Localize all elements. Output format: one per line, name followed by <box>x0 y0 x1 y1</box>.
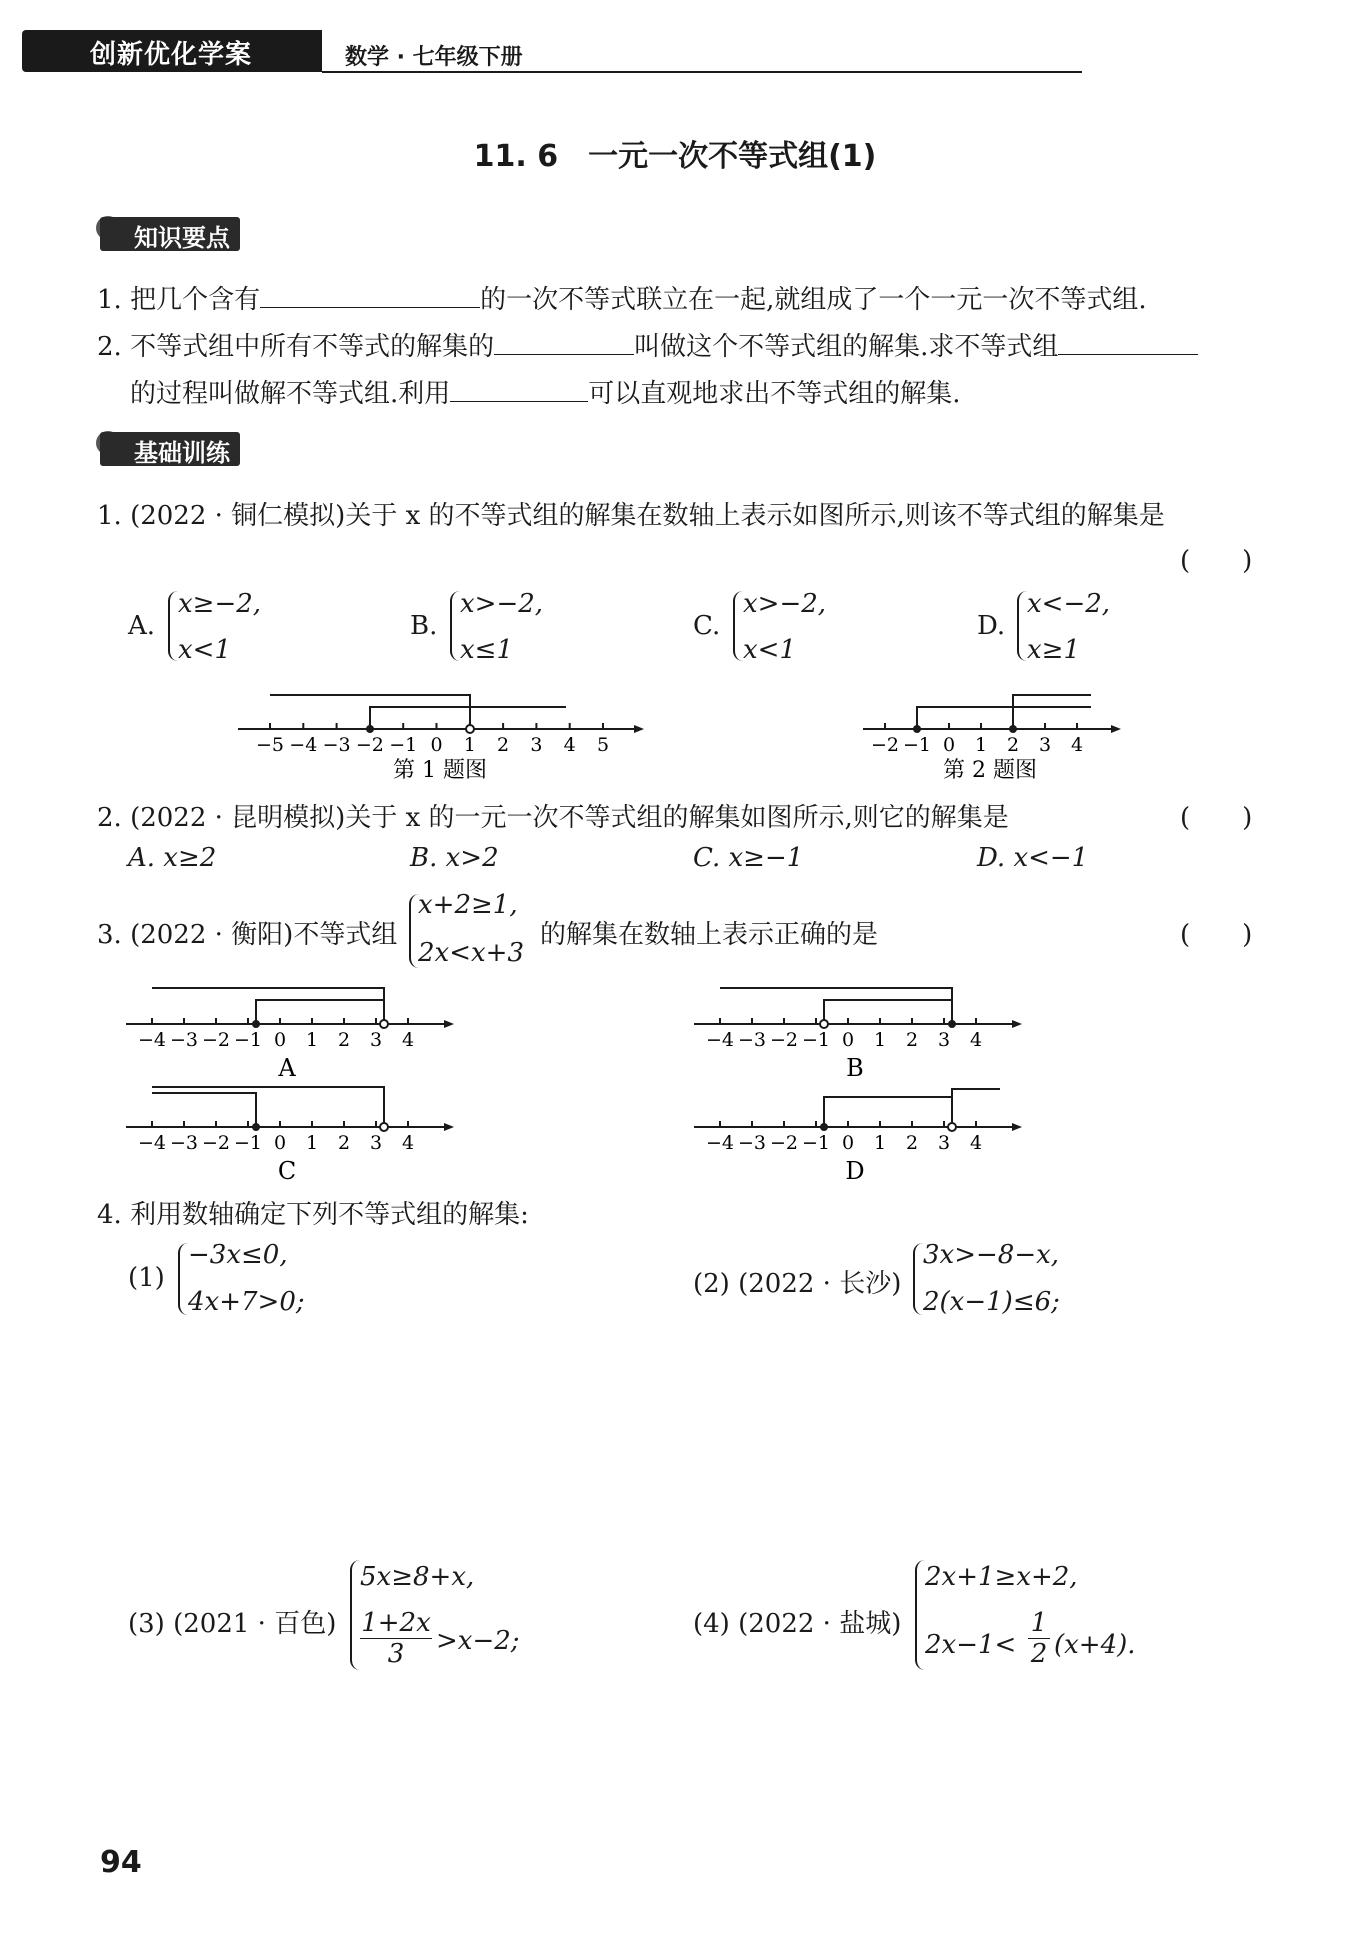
knowledge-item-1-b: 的一次不等式联立在一起,就组成了一个一元一次不等式组. <box>480 285 1147 315</box>
section-label-training: 基础训练 <box>100 432 240 466</box>
open-dot <box>466 725 474 733</box>
q3-ineq-2: 2x<x+3 <box>418 938 524 968</box>
tick-label: 2 <box>337 1029 351 1051</box>
solution-bracket-upper <box>152 1093 256 1127</box>
q4-part-1-line-1: −3x≤0, <box>188 1240 288 1270</box>
knowledge-item-2-a: 2. 不等式组中所有不等式的解集的 <box>97 332 495 362</box>
solid-dot <box>252 1123 260 1131</box>
tick-label: 1 <box>305 1132 319 1154</box>
tick-label: −1 <box>233 1029 263 1051</box>
tick-label: −5 <box>255 734 285 756</box>
solid-dot <box>913 725 921 733</box>
option-line-1: x>−2, <box>460 589 544 619</box>
q1-stem: 1. (2022 · 铜仁模拟)关于 x 的不等式组的解集在数轴上表示如图所示,则该不等式组的解集是 <box>97 501 1165 531</box>
tick-label: −2 <box>201 1132 231 1154</box>
blank-3[interactable] <box>1058 331 1198 355</box>
brace <box>450 591 460 661</box>
fraction-denominator: 3 <box>387 1639 405 1669</box>
solution-bracket-lower <box>824 1097 952 1127</box>
tick-label: −3 <box>169 1029 199 1051</box>
tick-label: 0 <box>430 734 443 756</box>
header-subject: 数学 · 七年级下册 <box>345 45 523 70</box>
knowledge-item-1 <box>97 279 1147 316</box>
tick-label: 3 <box>1038 734 1052 756</box>
header-brand: 创新优化学案 <box>90 40 253 70</box>
header-rule <box>322 71 1082 73</box>
tick-label: −3 <box>737 1132 767 1154</box>
tick-label: −1 <box>233 1132 263 1154</box>
tick-label: −4 <box>705 1029 735 1051</box>
knowledge-item-2-c: 的过程叫做解不等式组.利用 <box>130 379 451 409</box>
solution-bracket-lower <box>917 707 1091 729</box>
option-label: A. <box>128 611 156 641</box>
open-dot <box>948 1123 956 1131</box>
tick-label: 1 <box>305 1029 319 1051</box>
option-line-2: x<1 <box>178 635 231 665</box>
tick-label: 2 <box>905 1132 919 1154</box>
solid-dot <box>252 1020 260 1028</box>
option-label: D. <box>977 611 1006 641</box>
tick-label: −1 <box>801 1132 831 1154</box>
option-label: C <box>277 1157 297 1183</box>
tick-label: −4 <box>137 1029 167 1051</box>
tick-label: 2 <box>337 1132 351 1154</box>
knowledge-item-2-d: 可以直观地求出不等式组的解集. <box>588 379 961 409</box>
brace <box>733 591 743 661</box>
q2-option-c[interactable]: C. x≥−1 <box>693 843 804 873</box>
option-line-2: x<1 <box>743 635 796 665</box>
q4-part-2-line-2: 2(x−1)≤6; <box>923 1287 1060 1317</box>
tick-label: 1 <box>463 734 476 756</box>
axis-arrow <box>634 725 644 733</box>
q3-option-c-number-line[interactable] <box>122 1083 462 1183</box>
figure-2-caption: 第 2 题图 <box>943 758 1037 783</box>
blank-2[interactable] <box>494 331 634 355</box>
tick-label: −4 <box>289 734 318 756</box>
brace <box>1017 591 1027 661</box>
tick-label: −3 <box>737 1029 767 1051</box>
tick-label: −3 <box>322 734 351 756</box>
solid-dot <box>366 725 374 733</box>
tick-label: 2 <box>497 734 510 756</box>
q4-part-3-line-1: 5x≥8+x, <box>360 1562 475 1592</box>
knowledge-item-2 <box>97 326 1198 363</box>
q2-stem: 2. (2022 · 昆明模拟)关于 x 的一元一次不等式组的解集如图所示,则它的解集是 <box>97 803 1009 833</box>
open-dot <box>380 1020 388 1028</box>
tick-label: 5 <box>596 734 610 756</box>
tick-label: −4 <box>705 1132 735 1154</box>
tick-label: −1 <box>389 734 418 756</box>
q4-part-4-line-2-a: 2x−1< <box>925 1630 1017 1660</box>
axis-arrow <box>1012 1123 1022 1131</box>
q3-option-b-number-line[interactable] <box>690 980 1030 1080</box>
q4-part-2-label: (2) (2022 · 长沙) <box>693 1269 902 1299</box>
tick-label: −1 <box>902 734 932 756</box>
tick-label: 4 <box>969 1132 983 1154</box>
option-label: D <box>845 1157 865 1183</box>
fraction-denominator: 2 <box>1030 1639 1048 1669</box>
q4-part-4-line-1: 2x+1≥x+2, <box>925 1562 1078 1592</box>
axis-arrow <box>1111 725 1121 733</box>
q4-part-4-fraction <box>1028 1608 1050 1669</box>
brace <box>915 1560 925 1670</box>
figure-2-number-line <box>855 685 1125 785</box>
q4-stem: 4. 利用数轴确定下列不等式组的解集: <box>97 1200 529 1230</box>
axis-arrow <box>444 1020 454 1028</box>
option-label: B <box>846 1054 864 1080</box>
brace <box>168 591 178 661</box>
knowledge-item-1-a: 1. 把几个含有 <box>97 285 261 315</box>
q4-part-1-line-2: 4x+7>0; <box>188 1287 305 1317</box>
solid-dot <box>948 1020 956 1028</box>
tick-label: 1 <box>974 734 988 756</box>
knowledge-item-2-cont <box>130 373 961 410</box>
tick-label: −3 <box>169 1132 199 1154</box>
option-line-1: x<−2, <box>1027 589 1111 619</box>
solution-bracket-upper <box>152 988 384 1024</box>
q2-answer-paren[interactable]: ( ) <box>1180 803 1253 833</box>
tick-label: −2 <box>870 734 900 756</box>
solution-bracket-lower <box>256 1000 384 1024</box>
tick-label: −2 <box>769 1132 799 1154</box>
q3-answer-paren[interactable]: ( ) <box>1180 920 1253 950</box>
q4-part-4-line-2-b: (x+4). <box>1054 1630 1136 1660</box>
fraction-numerator: 1 <box>1028 1608 1050 1639</box>
page-title: 11. 6 一元一次不等式组(1) <box>473 139 877 174</box>
option-label: B. <box>410 611 438 641</box>
tick-label: 0 <box>942 734 956 756</box>
q2-option-a[interactable]: A. x≥2 <box>128 843 217 873</box>
q1-answer-paren[interactable]: ( ) <box>1180 546 1253 576</box>
q4-part-3-label: (3) (2021 · 百色) <box>128 1609 337 1639</box>
brace <box>350 1560 360 1670</box>
solid-dot <box>1009 725 1017 733</box>
option-line-1: x≥−2, <box>178 589 262 619</box>
option-line-2: x≤1 <box>460 635 513 665</box>
option-line-2: x≥1 <box>1027 635 1080 665</box>
solution-bracket-upper <box>1013 695 1091 729</box>
figure-1-caption: 第 1 题图 <box>393 758 487 783</box>
section-label-knowledge: 知识要点 <box>100 217 240 251</box>
solid-dot <box>820 1123 828 1131</box>
tick-label: 1 <box>873 1132 887 1154</box>
tick-label: 0 <box>841 1132 855 1154</box>
tick-label: 4 <box>401 1029 415 1051</box>
tick-label: −2 <box>201 1029 231 1051</box>
axis-arrow <box>444 1123 454 1131</box>
q3-ineq-1: x+2≥1, <box>418 890 518 920</box>
tick-label: 4 <box>401 1132 415 1154</box>
tick-label: 1 <box>873 1029 887 1051</box>
knowledge-item-2-b: 叫做这个不等式组的解集.求不等式组 <box>634 332 1059 362</box>
tick-label: 3 <box>530 734 543 756</box>
q4-part-2-line-1: 3x>−8−x, <box>923 1240 1060 1270</box>
option-line-1: x>−2, <box>743 589 827 619</box>
tick-label: 3 <box>937 1029 951 1051</box>
tick-label: 0 <box>273 1132 287 1154</box>
tick-label: 4 <box>969 1029 983 1051</box>
tick-label: −2 <box>355 734 384 756</box>
figure-1-number-line <box>230 685 650 785</box>
tick-label: −2 <box>769 1029 799 1051</box>
open-dot <box>380 1123 388 1131</box>
q2-option-b[interactable]: B. x>2 <box>410 843 499 873</box>
q4-part-4-label: (4) (2022 · 盐城) <box>693 1609 902 1639</box>
tick-label: 3 <box>369 1029 383 1051</box>
tick-label: 0 <box>841 1029 855 1051</box>
open-dot <box>820 1020 828 1028</box>
tick-label: 3 <box>369 1132 383 1154</box>
tick-label: −4 <box>137 1132 167 1154</box>
tick-label: 2 <box>1006 734 1020 756</box>
q3-stem-a: 3. (2022 · 衡阳)不等式组 <box>97 920 398 950</box>
brace <box>178 1243 188 1315</box>
axis-arrow <box>1012 1020 1022 1028</box>
option-label: C. <box>693 611 721 641</box>
blank-1[interactable] <box>260 284 480 308</box>
tick-label: 4 <box>563 734 576 756</box>
blank-4[interactable] <box>450 378 588 402</box>
q3-stem-b: 的解集在数轴上表示正确的是 <box>540 920 879 950</box>
q4-part-3-line-2-rest: >x−2; <box>436 1626 520 1656</box>
solution-bracket-lower <box>824 1000 952 1024</box>
q3-option-d-number-line[interactable] <box>690 1083 1030 1183</box>
page-number: 94 <box>100 1845 142 1880</box>
tick-label: 4 <box>1070 734 1084 756</box>
q3-option-a-number-line[interactable] <box>122 980 462 1080</box>
solution-bracket-upper <box>720 988 952 1024</box>
option-label: A <box>278 1054 296 1080</box>
fraction-numerator: 1+2x <box>361 1608 431 1638</box>
q2-option-d[interactable]: D. x<−1 <box>977 843 1089 873</box>
q4-part-3-fraction <box>360 1608 432 1669</box>
tick-label: 2 <box>905 1029 919 1051</box>
tick-label: 0 <box>273 1029 287 1051</box>
tick-label: −1 <box>801 1029 831 1051</box>
tick-label: 3 <box>937 1132 951 1154</box>
brace <box>913 1243 923 1315</box>
q4-part-1-label: (1) <box>128 1263 165 1293</box>
